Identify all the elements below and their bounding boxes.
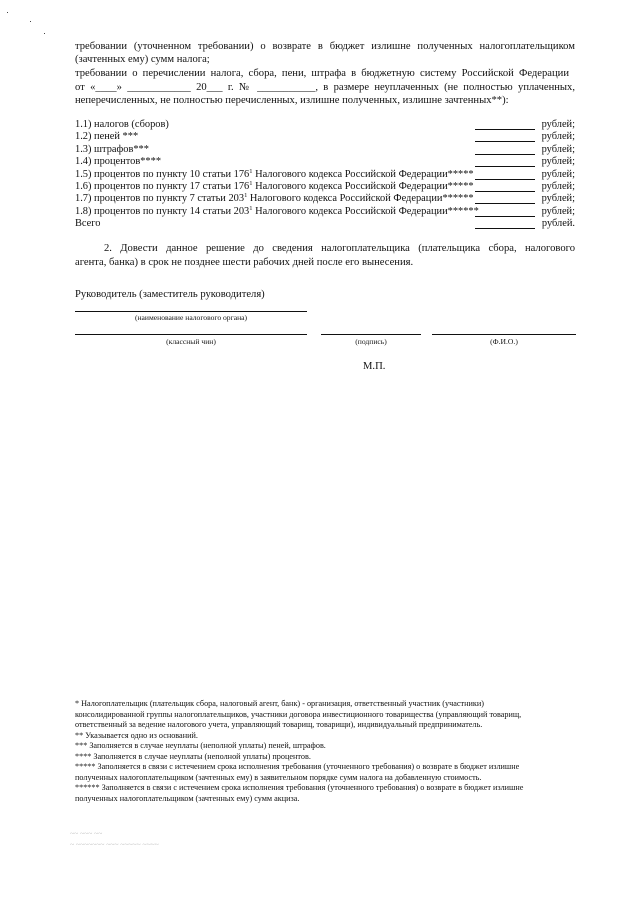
amount-blank xyxy=(475,191,535,192)
name-caption: (Ф.И.О.) xyxy=(490,337,518,346)
footnote-line: консолидированной группы налогоплательщиков, участники договора инвестиционного товарищества (управляющий товарищ, xyxy=(75,709,522,719)
amount-row xyxy=(75,131,575,143)
organ-caption: (наименование налогового органа) xyxy=(134,313,248,322)
top-line-3: требовании о перечислении налога, сбора, пени, штрафа в бюджетную систему Российской Федерации xyxy=(75,68,569,79)
amount-label: 1.3) штрафов*** xyxy=(75,143,149,155)
footnote-line: **** Заполняется в случае неуплаты (неполной уплаты) процентов. xyxy=(75,751,311,761)
amount-blank xyxy=(475,228,535,229)
amount-row xyxy=(75,119,575,131)
amount-unit: рублей; xyxy=(541,119,575,130)
amount-label: Всего xyxy=(75,218,101,230)
stamp-place: М.П. xyxy=(363,361,386,372)
amount-blank xyxy=(475,141,535,142)
footnote-line: ответственный за ведение налогового учета, управляющий товарищ, товарищи), индивидуальный предприниматель. xyxy=(75,720,483,729)
amount-blank xyxy=(475,203,535,204)
amount-label: 1.1) налогов (сборов) xyxy=(75,119,169,130)
top-line-4: от «____» ____________ 20___ г. № ___________, в размере неуплаченных (не полностью уплаченных, xyxy=(75,82,575,93)
amount-row xyxy=(75,181,575,193)
top-line-5: неперечисленных, не полностью перечисленных, излишне полученных, излишне зачтенных**): xyxy=(75,95,509,106)
amount-row xyxy=(75,169,575,181)
scan-watermark: ~~ ~~~ ~~ xyxy=(70,829,103,838)
amount-blank xyxy=(475,129,535,130)
name-line xyxy=(432,334,576,335)
amount-blank xyxy=(475,216,535,217)
amount-list xyxy=(75,119,575,231)
scan-watermark: ~ ~~~~~~~ ~~~ ~~~~~ ~~~~ xyxy=(70,840,159,849)
sign-line xyxy=(321,334,421,335)
footnote-line: ****** Заполняется в связи с истечением срока исполнения требования (уточненного требования) о возврате в бюджет излишне xyxy=(75,783,524,792)
footnote-line: *** Заполняется в случае неуплаты (неполной уплаты) пеней, штрафов. xyxy=(75,741,326,750)
amount-blank xyxy=(475,166,535,167)
amount-unit: рублей; xyxy=(541,168,575,180)
amount-row xyxy=(75,156,575,168)
amount-unit: рублей; xyxy=(541,205,575,217)
rank-line xyxy=(75,334,307,335)
amount-unit: рублей; xyxy=(541,156,575,168)
footnote-line: ** Указывается одно из оснований. xyxy=(75,730,198,740)
sign-caption: (подпись) xyxy=(355,337,387,346)
amount-unit: рублей; xyxy=(541,131,575,143)
scan-speck xyxy=(30,21,31,22)
amount-label: 1.2) пеней *** xyxy=(75,131,139,143)
amount-unit: рублей; xyxy=(541,143,575,155)
para2-line-2: агента, банка) в срок не позднее шести рабочих дней после его вынесения. xyxy=(75,257,414,268)
rank-caption: (классный чин) xyxy=(166,337,216,346)
amount-label: 1.8) процентов по пункту 14 статьи $203^1$ Налогового кодекса Российской Федерации****** xyxy=(75,204,479,217)
signature-head: Руководитель (заместитель руководителя) xyxy=(75,289,265,300)
scan-speck xyxy=(7,12,8,13)
amount-row xyxy=(75,206,575,218)
top-line-1: требовании (уточненном требовании) о возврате в бюджет излишне полученных налогоплательщиком xyxy=(75,41,575,52)
footnote-line: полученных налогоплательщиком (зачтенных ему) сумм акциза. xyxy=(75,793,300,803)
organ-line xyxy=(75,311,307,312)
amount-blank xyxy=(475,179,535,180)
footnote-line: * Налогоплательщик (плательщик сбора, налоговый агент, банк) - организация, ответственный участник (участники) xyxy=(75,699,484,708)
amount-label: 1.7) процентов по пункту 7 статьи $203^1$ Налогового кодекса Российской Федерации****** xyxy=(75,192,474,205)
footnotes xyxy=(75,699,575,804)
amount-unit: рублей; xyxy=(541,193,575,205)
footnote-line: полученных налогоплательщиком (зачтенных ему) в заявительном порядке сумм налога на добавленную стоимость. xyxy=(75,772,482,782)
amount-row xyxy=(75,218,575,230)
amount-blank xyxy=(475,154,535,155)
amount-unit: рублей; xyxy=(541,180,575,192)
footnote-line: ***** Заполняется в связи с истечением срока исполнения требования (уточненного требования) о возврате в бюджет излишне xyxy=(75,762,520,771)
amount-label: 1.6) процентов по пункту 17 статьи $176^1$ Налогового кодекса Российской Федерации***** xyxy=(75,179,474,192)
amount-unit: рублей. xyxy=(541,218,575,230)
amount-row xyxy=(75,193,575,205)
amount-row xyxy=(75,144,575,156)
top-line-2: (зачтенных ему) сумм налога; xyxy=(75,54,210,65)
amount-label: 1.4) процентов**** xyxy=(75,156,162,168)
scan-speck xyxy=(44,33,45,34)
amount-label: 1.5) процентов по пункту 10 статьи $176^1$ Налогового кодекса Российской Федерации***** xyxy=(75,167,474,180)
para2-line-1: 2. Довести данное решение до сведения налогоплательщика (плательщика сбора, налогового xyxy=(104,243,575,254)
